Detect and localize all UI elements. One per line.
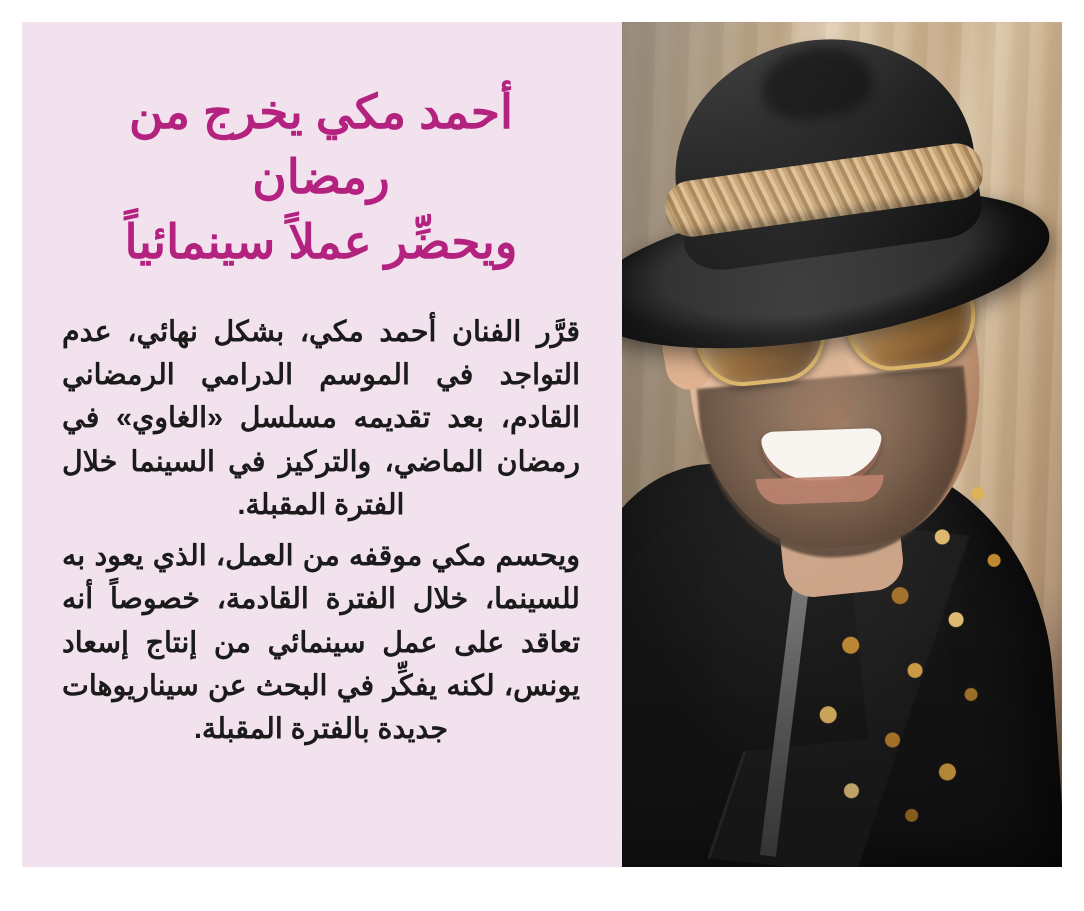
article-paragraph-2: ويحسم مكي موقفه من العمل، الذي يعود به للسينما، خلال الفترة القادمة، خصوصاً أنه تعاقد على عمل سينمائي من إنتاج إسعاد يونس، لكنه يفكِّر في البحث عن سيناريوهات جديدة بالفترة المقبلة. (62, 540, 580, 746)
article-panel (22, 22, 1062, 867)
article-body (62, 311, 580, 752)
article-text-column (22, 22, 622, 867)
article-photo-column (622, 22, 1062, 867)
article-headline (62, 80, 580, 275)
headline-line-2: ويحضِّر عملاً سينمائياً (124, 214, 518, 268)
photo-subject (622, 22, 1062, 867)
article-photo (622, 22, 1062, 867)
headline-line-1: أحمد مكي يخرج من رمضان (128, 85, 514, 203)
article-paragraph-1: قرَّر الفنان أحمد مكي، بشكل نهائي، عدم التواجد في الموسم الدرامي الرمضاني القادم، بعد تقديمه مسلسل «الغاوي» في رمضان الماضي، والتركيز في السينما خلال الفترة المقبلة. (62, 315, 580, 521)
